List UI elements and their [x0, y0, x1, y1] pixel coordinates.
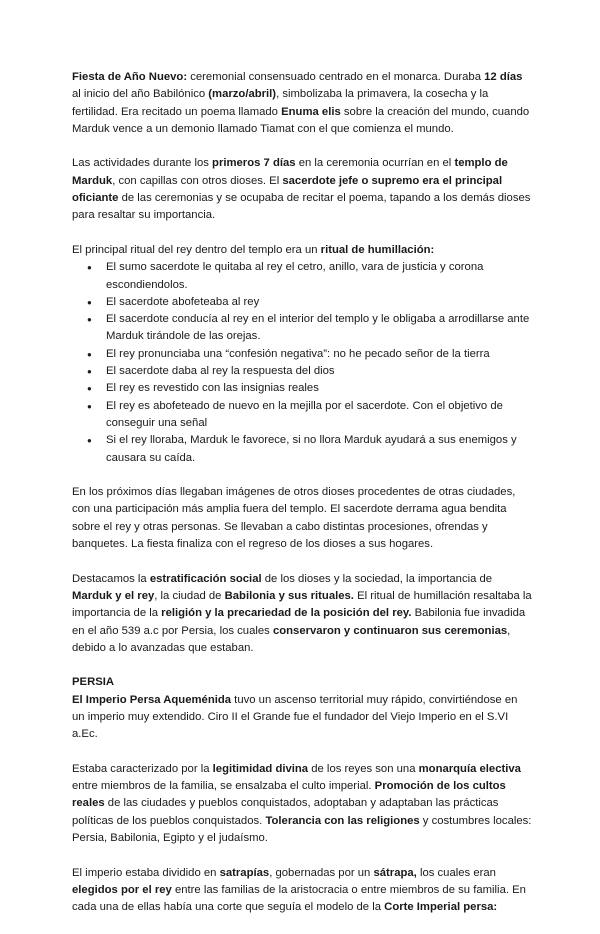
text-run: sobre la creación del mundo, cuando Marduk vence a un demonio llamado Tiamat con el que comienza el mundo.	[72, 105, 530, 135]
bold-text-run: templo de Marduk	[72, 157, 508, 187]
text-run: , gobernadas por un	[269, 866, 374, 879]
bold-text-run: monarquía electiva	[418, 762, 521, 775]
bold-text-run: Corte Imperial persa:	[384, 901, 498, 914]
list-item: ● Si el rey lloraba, Marduk le favorece, si no llora Marduk ayudará a sus enemigos y causara su caída.	[72, 432, 532, 467]
text-run: Las actividades durante los	[72, 157, 213, 170]
list-item: ● El rey es revestido con las insignias reales	[72, 380, 532, 397]
paragraph-destacamos	[72, 571, 532, 657]
bold-text-run: ritual de humillación:	[320, 243, 435, 256]
text-run: , simbolizaba la primavera, la cosecha y la fertilidad. Era recitado un poema llamado	[72, 88, 489, 118]
text-run: de los reyes son una	[308, 762, 419, 775]
document-body	[72, 69, 532, 934]
paragraph-fiesta-ano-nuevo	[72, 69, 532, 138]
bold-text-run: legitimidad divina	[212, 762, 309, 775]
bold-text-run: Tolerancia con las religiones	[265, 814, 420, 827]
text-run: de las ciudades y pueblos conquistados, adoptaban y adaptaban las prácticas políticas de los pueblos conquistados.	[72, 797, 499, 827]
text-run: los cuales eran	[416, 866, 496, 879]
text-run: , debido a lo avanzadas que estaban.	[72, 624, 511, 654]
bold-text-run: El Imperio Persa Aqueménida	[72, 693, 232, 706]
list-item: ● El rey es abofeteado de nuevo en la mejilla por el sacerdote. Con el objetivo de conseguir una señal	[72, 398, 532, 433]
text-run: El imperio estaba dividido en	[72, 866, 220, 879]
list-item: ● El sacerdote daba al rey la respuesta del dios	[72, 363, 532, 380]
paragraph-satrapias	[72, 865, 532, 917]
bold-text-run: primeros 7 días	[212, 157, 296, 170]
text-run: y costumbres locales: Persia, Babilonia, Egipto y el judaísmo.	[72, 814, 532, 845]
bold-text-run: sátrapa,	[373, 866, 417, 879]
text-run: Destacamos la	[72, 572, 150, 585]
bold-text-run: elegidos por el rey	[72, 883, 172, 896]
text-run: , con capillas con otros dioses. El	[112, 174, 283, 187]
paragraph-imperio-persa	[72, 692, 532, 744]
list-item: ● El sacerdote conducía al rey en el interior del templo y le obligaba a arrodillarse ante Marduk tirándole de las orejas.	[72, 311, 532, 346]
text-run: El ritual de humillación resaltaba la importancia de la	[72, 589, 532, 620]
bold-text-run: religión y la precariedad de la posición del rey.	[161, 607, 412, 620]
text-run: de los dioses y la sociedad, la importancia de	[261, 572, 493, 585]
paragraph-proximos-dias	[72, 484, 532, 553]
text-run: Babilonia fue invadida en el año 539 a.c por Persia, los cuales	[72, 607, 526, 637]
text-run: El principal ritual del rey dentro del templo era un	[72, 243, 321, 256]
text-run: en la ceremonia ocurrían en el	[295, 157, 455, 170]
text-run: entre miembros de la familia, se ensalzaba el culto imperial.	[72, 780, 375, 793]
text-run: En los próximos días llegaban imágenes de otros dioses procedentes de otras ciudades, con una participación más amplia fuera del templo. El sacerdote derrama agua bendita sobre el rey y otras personas. Se llevaban a cabo distintas procesiones, ofrendas y banquetes. La fiesta finaliza con el regreso de los dioses a sus hogares.	[72, 486, 516, 551]
list-item: ● El sacerdote abofeteaba al rey	[72, 294, 532, 311]
paragraph-legitimidad-divina	[72, 761, 532, 847]
bold-text-run: Babilonia y sus rituales.	[224, 589, 354, 602]
text-run: tuvo un ascenso territorial muy rápido, convirtiéndose en un imperio muy extendido. Ciro II el Grande fue el fundador del Viejo Imperio en el S.VI a.Ec.	[72, 693, 518, 741]
text-run: entre las familias de la aristocracia o entre miembros de su familia. En cada una de ellas había una corte que seguía el modelo de la	[72, 883, 526, 914]
text-run: Estaba caracterizado por la	[72, 762, 213, 775]
text-run: , la ciudad de	[154, 589, 225, 602]
text-run: al inicio del año Babilónico	[72, 88, 209, 101]
bold-text-run: conservaron y continuaron sus ceremonias	[272, 624, 508, 637]
paragraph-actividades-templo	[72, 155, 532, 224]
paragraph-ritual-intro	[72, 242, 532, 259]
bold-text-run: satrapías	[219, 866, 270, 879]
bold-text-run: sacerdote jefe o supremo era el principal oficiante	[72, 174, 503, 205]
bold-text-run: estratificación social	[149, 572, 262, 585]
bold-text-run: Marduk y el rey	[72, 589, 155, 602]
text-run: de las ceremonias y se ocupaba de recitar el poema, tapando a los demás dioses para resaltar su importancia.	[72, 192, 531, 222]
bold-text-run: Promoción de los cultos reales	[72, 780, 506, 810]
list-item: ● El sumo sacerdote le quitaba al rey el cetro, anillo, vara de justicia y corona escondiendolos.	[72, 259, 532, 294]
bold-text-run: Fiesta de Año Nuevo:	[72, 71, 188, 83]
bold-text-run: 12 días	[484, 71, 523, 83]
list-item: ● El rey pronunciaba una “confesión negativa”: no he pecado señor de la tierra	[72, 346, 532, 363]
bold-text-run: PERSIA	[72, 676, 115, 689]
bold-text-run: Enuma elis	[281, 105, 341, 118]
text-run: ceremonial consensuado centrado en el monarca. Duraba	[187, 71, 485, 83]
bold-text-run: (marzo/abril)	[208, 88, 277, 101]
ritual-humillacion-list	[72, 259, 532, 467]
section-heading-persia	[72, 674, 532, 691]
